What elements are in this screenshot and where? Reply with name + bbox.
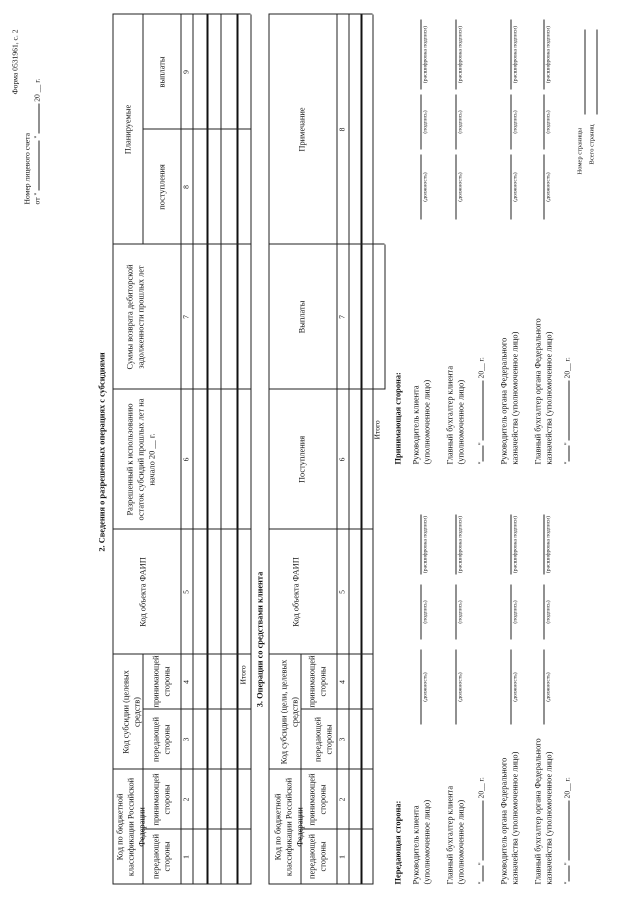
sender-head-treasury-2: казначейства (уполномоченное лицо): [510, 751, 520, 885]
receiver-head-treasury: Руководитель органа Федерального: [499, 337, 509, 465]
s2-colnum-2: 2: [181, 797, 191, 802]
s3-h-payments: Выплаты: [297, 300, 307, 334]
s2-h-refund: Суммы возврата дебиторской задолженности прошлых лет: [125, 264, 146, 370]
sender-tr-cap-position: (должность): [512, 672, 519, 702]
receiver-chief-treasury-2: казначейства (уполномоченное лицо): [544, 331, 554, 465]
s3-h-subsidy: Код субсидии (цели, целевых средств): [279, 659, 300, 765]
sender-chief-accountant-2: (уполномоченное лицо): [456, 799, 466, 885]
receiver-tr-cap-signature: (подпись): [512, 110, 519, 134]
s3-colnum-2: 2: [337, 797, 347, 802]
receiver-head-cap-position: (должность): [422, 172, 429, 202]
s3-colnum-5: 5: [337, 590, 347, 594]
s2-h-permitted: Разрешенный к использованию остаток субсидий прошлых лет на начало 20 __ г.: [125, 398, 157, 521]
receiver-chief-treasury: Главный бухгалтер органа Федерального: [533, 318, 543, 465]
rotated-form-page: [1, 0, 640, 905]
receiver-tr-cap-decode: (расшифровка подписи): [512, 25, 519, 84]
s3-colnum-4: 4: [337, 680, 347, 684]
sender-head-treasury: Руководитель органа Федерального: [499, 757, 509, 885]
s3-h-subsidy-sender: передающей стороны: [313, 717, 334, 762]
s2-colnum-1: 1: [181, 855, 191, 859]
s2-h-planned: Планируемые: [123, 104, 133, 155]
sender-acc-cap-signature: (подпись): [457, 600, 464, 624]
sender-head-client-2: (уполномоченное лицо): [422, 799, 432, 885]
receiver-head-treasury-2: казначейства (уполномоченное лицо): [510, 331, 520, 465]
s3-h-budget-receiver: принимающей стороны: [307, 773, 328, 826]
s2-colnum-7: 7: [181, 315, 191, 319]
s2-h-budget: Код по бюджетной классификации Российской Федерации: [115, 777, 147, 877]
receiver-acc-cap-signature: (подпись): [457, 110, 464, 134]
receiver-title: Принимающая сторона:: [393, 372, 403, 465]
receiver-head-client-2: (уполномоченное лицо): [422, 379, 432, 465]
receiver-chief-accountant-2: (уполномоченное лицо): [456, 379, 466, 465]
sender-acc-cap-position: (должность): [457, 672, 464, 702]
section3-title: 3. Операции со средствами клиента: [255, 571, 265, 708]
sender-acc-cap-decode: (расшифровка подписи): [457, 515, 464, 574]
sender-date-2: "" 20__ г.: [562, 777, 572, 885]
sender-title: Передающая сторона:: [393, 800, 403, 885]
receiver-date-2: "" 20__ г.: [562, 357, 572, 465]
footer-page-number: Номер страницы: [576, 128, 584, 175]
sender-ctr-cap-decode: (расшифровка подписи): [545, 515, 552, 574]
sender-head-cap-decode: (расшифровка подписи): [422, 515, 429, 574]
receiver-date-1: "" 20__ г.: [476, 357, 486, 465]
s3-h-budget-sender: передающей стороны: [307, 834, 328, 879]
s3-h-receipts: Поступления: [297, 435, 307, 484]
sender-head-cap-signature: (подпись): [422, 600, 429, 624]
sender-date-1: "" 20__ г.: [476, 777, 486, 885]
sender-ctr-cap-signature: (подпись): [545, 600, 552, 624]
sender-chief-treasury-2: казначейства (уполномоченное лицо): [544, 751, 554, 885]
receiver-head-cap-decode: (расшифровка подписи): [422, 25, 429, 84]
s3-h-note: Примечание: [297, 107, 307, 152]
receiver-tr-cap-position: (должность): [512, 172, 519, 202]
s2-h-payments: выплаты: [157, 56, 167, 88]
s2-h-subsidy-receiver: принимающей стороны: [151, 655, 172, 708]
s2-h-subsidy: Код субсидии (целевых средств): [121, 670, 142, 754]
receiver-head-client: Руководитель клиента: [411, 385, 421, 465]
s2-h-budget-sender: передающей стороны: [151, 834, 172, 879]
sender-tr-cap-signature: (подпись): [512, 600, 519, 624]
s2-colnum-9: 9: [181, 70, 191, 74]
s2-h-subsidy-sender: передающей стороны: [151, 717, 172, 762]
form-code: Форма 0531961, с. 2: [10, 29, 20, 95]
sender-tr-cap-decode: (расшифровка подписи): [512, 515, 519, 574]
section3-table: [269, 15, 382, 885]
sender-head-client: Руководитель клиента: [411, 805, 421, 885]
s2-colnum-5: 5: [181, 590, 191, 594]
account-number-label: Номер лицевого счета: [22, 133, 32, 205]
receiver-head-cap-signature: (подпись): [422, 110, 429, 134]
sender-ctr-cap-position: (должность): [545, 672, 552, 702]
section2-table: [113, 15, 293, 885]
s3-h-faip: Код объекта ФАИП: [291, 557, 301, 627]
s3-colnum-8: 8: [337, 127, 347, 132]
footer-total-pages: Всего страниц: [588, 124, 596, 165]
receiver-ctr-cap-position: (должность): [545, 172, 552, 202]
sender-chief-treasury: Главный бухгалтер органа Федерального: [533, 738, 543, 885]
s2-colnum-8: 8: [181, 185, 191, 189]
section2-title: 2. Сведения о разрешенных операциях с субсидиями: [97, 352, 107, 552]
receiver-acc-cap-decode: (расшифровка подписи): [457, 25, 464, 84]
receiver-ctr-cap-signature: (подпись): [545, 110, 552, 134]
s2-colnum-3: 3: [181, 737, 191, 742]
s2-colnum-4: 4: [181, 680, 191, 684]
sender-head-cap-position: (должность): [422, 672, 429, 702]
s3-colnum-3: 3: [337, 737, 347, 742]
account-date: от " " 20 __ г.: [32, 78, 42, 205]
receiver-ctr-cap-decode: (расшифровка подписи): [545, 25, 552, 84]
receiver-acc-cap-position: (должность): [457, 172, 464, 202]
s2-h-receipts: поступления: [157, 164, 167, 210]
s3-h-budget: Код по бюджетной классификации Российской Федерации: [273, 777, 305, 877]
s3-colnum-1: 1: [337, 855, 347, 859]
s3-total-label: Итого: [372, 420, 382, 440]
sender-chief-accountant: Главный бухгалтер клиента: [445, 785, 455, 885]
s3-colnum-7: 7: [337, 315, 347, 319]
s2-h-budget-receiver: принимающей стороны: [151, 773, 172, 826]
s3-colnum-6: 6: [337, 457, 347, 462]
s2-h-faip: Код объекта ФАИП: [138, 557, 148, 627]
s2-colnum-6: 6: [181, 457, 191, 462]
s2-total-label: Итого: [238, 665, 248, 685]
s3-h-subsidy-receiver: принимающей стороны: [307, 655, 328, 708]
receiver-chief-accountant: Главный бухгалтер клиента: [445, 365, 455, 465]
